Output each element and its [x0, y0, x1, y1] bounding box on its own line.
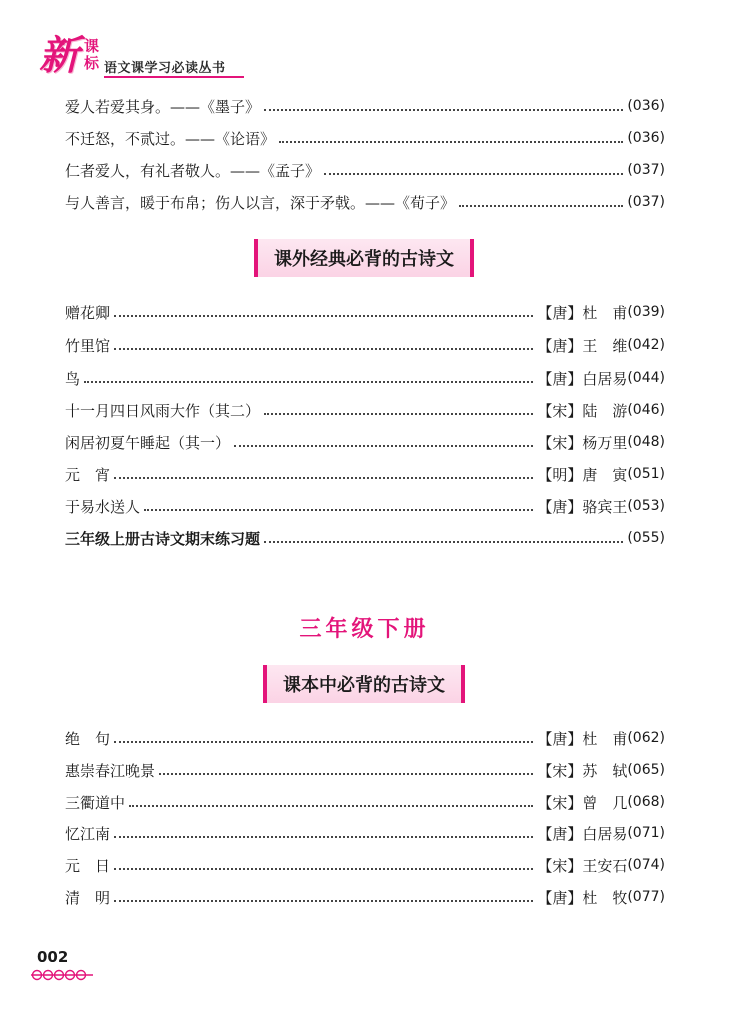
entry-title: 爱人若爱其身。——《墨子》	[65, 97, 261, 116]
entry-author: 【唐】杜 牧	[537, 888, 628, 907]
toc-entry[interactable]	[65, 493, 665, 519]
entry-title: 惠崇春江晚景	[65, 761, 156, 780]
entry-author: 【唐】白居易	[537, 369, 628, 388]
entry-title: 三衢道中	[65, 793, 126, 812]
leader-dots	[264, 539, 623, 543]
leader-dots	[159, 771, 533, 775]
entry-author: 【宋】曾 几	[537, 793, 628, 812]
entry-page: (071)	[627, 825, 665, 841]
entry-page: (065)	[627, 762, 665, 778]
toc-entry[interactable]	[65, 725, 665, 751]
leader-dots	[114, 898, 533, 902]
entry-page: (062)	[627, 730, 665, 746]
toc-entry[interactable]	[65, 93, 665, 119]
page-number: 002	[37, 948, 69, 966]
entry-page: (074)	[627, 857, 665, 873]
entry-title: 不迁怒，不贰过。——《论语》	[65, 129, 276, 148]
leader-dots	[114, 313, 533, 317]
entry-author: 【唐】杜 甫	[537, 303, 628, 322]
toc-entry-exercise[interactable]	[65, 525, 665, 551]
toc-entry[interactable]	[65, 789, 665, 815]
entry-title: 与人善言，暖于布帛；伤人以言，深于矛戟。——《荀子》	[65, 193, 456, 212]
entry-author: 【唐】王 维	[537, 336, 628, 355]
entry-title: 闲居初夏午睡起（其一）	[65, 433, 231, 452]
section-banner-textbook: 课本中必背的古诗文	[263, 665, 465, 703]
leader-dots	[114, 739, 533, 743]
entry-title: 绝 句	[65, 729, 111, 748]
leader-dots	[459, 203, 623, 207]
entry-title: 竹里馆	[65, 336, 111, 355]
series-header	[24, 24, 284, 84]
entry-page: (077)	[627, 889, 665, 905]
leader-dots	[114, 475, 533, 479]
section-banner-extracurricular: 课外经典必背的古诗文	[254, 239, 474, 277]
leader-dots	[234, 443, 533, 447]
leader-dots	[264, 411, 533, 415]
entry-author: 【宋】苏 轼	[537, 761, 628, 780]
logo-xin: 新	[39, 32, 79, 79]
logo-kebiao: 课标	[84, 37, 100, 72]
toc-entry[interactable]	[65, 125, 665, 151]
leader-dots	[324, 171, 623, 175]
toc-entry[interactable]	[65, 461, 665, 487]
entry-page: (039)	[627, 304, 665, 320]
entry-title: 于易水送人	[65, 497, 141, 516]
entry-author: 【宋】王安石	[537, 856, 628, 875]
toc-entry[interactable]	[65, 332, 665, 358]
toc-entry[interactable]	[65, 757, 665, 783]
toc-entry[interactable]	[65, 884, 665, 910]
entry-page: (037)	[627, 162, 665, 178]
toc-entry[interactable]	[65, 299, 665, 325]
leader-dots	[114, 866, 533, 870]
entry-page: (051)	[627, 466, 665, 482]
toc-entry[interactable]	[65, 852, 665, 878]
leader-dots	[129, 803, 533, 807]
entry-author: 【宋】杨万里	[537, 433, 628, 452]
leader-dots	[114, 834, 533, 838]
entry-author: 【宋】陆 游	[537, 401, 628, 420]
entry-page: (037)	[627, 194, 665, 210]
entry-page: (053)	[627, 498, 665, 514]
toc-entry[interactable]	[65, 189, 665, 215]
header-underline	[104, 76, 244, 78]
entry-title: 仁者爱人，有礼者敬人。——《孟子》	[65, 161, 321, 180]
entry-page: (036)	[627, 98, 665, 114]
entry-title: 三年级上册古诗文期末练习题	[65, 529, 261, 548]
leader-dots	[279, 139, 623, 143]
entry-title: 鸟	[65, 369, 81, 388]
grade-title: 三年级下册	[299, 617, 430, 642]
entry-title: 元 日	[65, 856, 111, 875]
toc-entry[interactable]	[65, 365, 665, 391]
leader-dots	[84, 379, 533, 383]
entry-page: (042)	[627, 337, 665, 353]
entry-page: (046)	[627, 402, 665, 418]
leader-dots	[144, 507, 533, 511]
entry-page: (044)	[627, 370, 665, 386]
entry-page: (068)	[627, 794, 665, 810]
toc-entry[interactable]	[65, 157, 665, 183]
series-title: 语文课学习必读丛书	[104, 61, 226, 76]
entry-page: (055)	[627, 530, 665, 546]
entry-author: 【唐】白居易	[537, 824, 628, 843]
entry-author: 【唐】骆宾王	[537, 497, 628, 516]
entry-title: 清 明	[65, 888, 111, 907]
entry-author: 【明】唐 寅	[537, 465, 628, 484]
entry-author: 【唐】杜 甫	[537, 729, 628, 748]
toc-entry[interactable]	[65, 397, 665, 423]
leader-dots	[114, 346, 533, 350]
entry-title: 元 宵	[65, 465, 111, 484]
entry-title: 忆江南	[65, 824, 111, 843]
leader-dots	[264, 107, 623, 111]
toc-entry[interactable]	[65, 429, 665, 455]
toc-entry[interactable]	[65, 820, 665, 846]
entry-title: 十一月四日风雨大作（其二）	[65, 401, 261, 420]
footer-ornament-icon	[30, 968, 94, 982]
entry-page: (036)	[627, 130, 665, 146]
entry-title: 赠花卿	[65, 303, 111, 322]
entry-page: (048)	[627, 434, 665, 450]
